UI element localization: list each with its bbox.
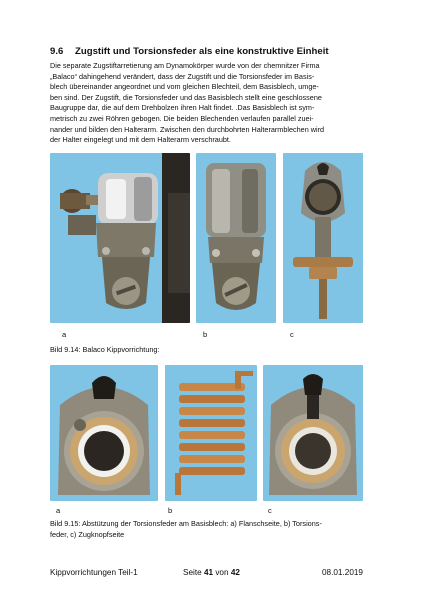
paragraph-line: der Halter eingelegt und mit dem Halterarm verschraubt. bbox=[50, 135, 231, 145]
figure-15-label-b: b bbox=[168, 506, 173, 515]
photo-9-14-a bbox=[50, 153, 190, 323]
photo-9-14-b bbox=[196, 153, 276, 323]
figure-14-label-c: c bbox=[290, 330, 294, 339]
figure-14-label-b: b bbox=[203, 330, 208, 339]
section-heading bbox=[50, 46, 329, 57]
section-title: Zugstift und Torsionsfeder als eine konstruktive Einheit bbox=[75, 46, 329, 57]
footer-page-number: Seite 41 von 42 bbox=[183, 568, 240, 577]
paragraph-line: Baugruppe dar, die auf dem Drehbolzen ihren Halt findet. .Das Basisblech ist sym- bbox=[50, 103, 315, 113]
figure-14-label-a: a bbox=[62, 330, 67, 339]
figure-15-label-c: c bbox=[268, 506, 272, 515]
section-number: 9.6 bbox=[50, 46, 64, 57]
figure-15-caption: Bild 9.15: Abstützung der Torsionsfeder am Basisblech: a) Flanschseite, b) Torsions- feder, c) Zugknopfseite bbox=[50, 519, 322, 539]
body-paragraph bbox=[50, 61, 380, 146]
photo-9-15-b bbox=[165, 365, 257, 501]
figure-15-label-a: a bbox=[56, 506, 61, 515]
paragraph-line: Die separate Zugstiftarretierung am Dynamokörper wurde von der chemnitzer Firma bbox=[50, 61, 320, 70]
figure-14-caption: Bild 9.14: Balaco Kippvorrichtung: bbox=[50, 345, 160, 354]
paragraph-line: „Balaco“ dahingehend verändert, dass der Zugstift und die Torsionsfeder im Basis- bbox=[50, 71, 315, 81]
paragraph-line: nander und bilden den Halterarm. Zwischen den durchbohrten Halterarmblechen wird bbox=[50, 124, 325, 134]
photo-9-15-a bbox=[50, 365, 158, 501]
current-page: 41 bbox=[203, 568, 214, 577]
footer-title: Kippvorrichtungen Teil-1 bbox=[50, 568, 138, 577]
paragraph-line: metrisch zu zwei Röhren gebogen. Die beiden Blechenden verlaufen parallel zuei- bbox=[50, 113, 314, 123]
paragraph-line: ben sind. Der Zugstift, die Torsionsfeder und das Basisblech stellt eine geschlossene bbox=[50, 92, 322, 102]
paragraph-line: blech übereinander angeordnet und vom gleichen Blechteil, dem Basisblech, umge- bbox=[50, 82, 319, 92]
photo-9-15-c bbox=[263, 365, 363, 501]
photo-9-14-c bbox=[283, 153, 363, 323]
footer-date: 08.01.2019 bbox=[322, 568, 363, 577]
total-pages: 42 bbox=[230, 568, 240, 577]
